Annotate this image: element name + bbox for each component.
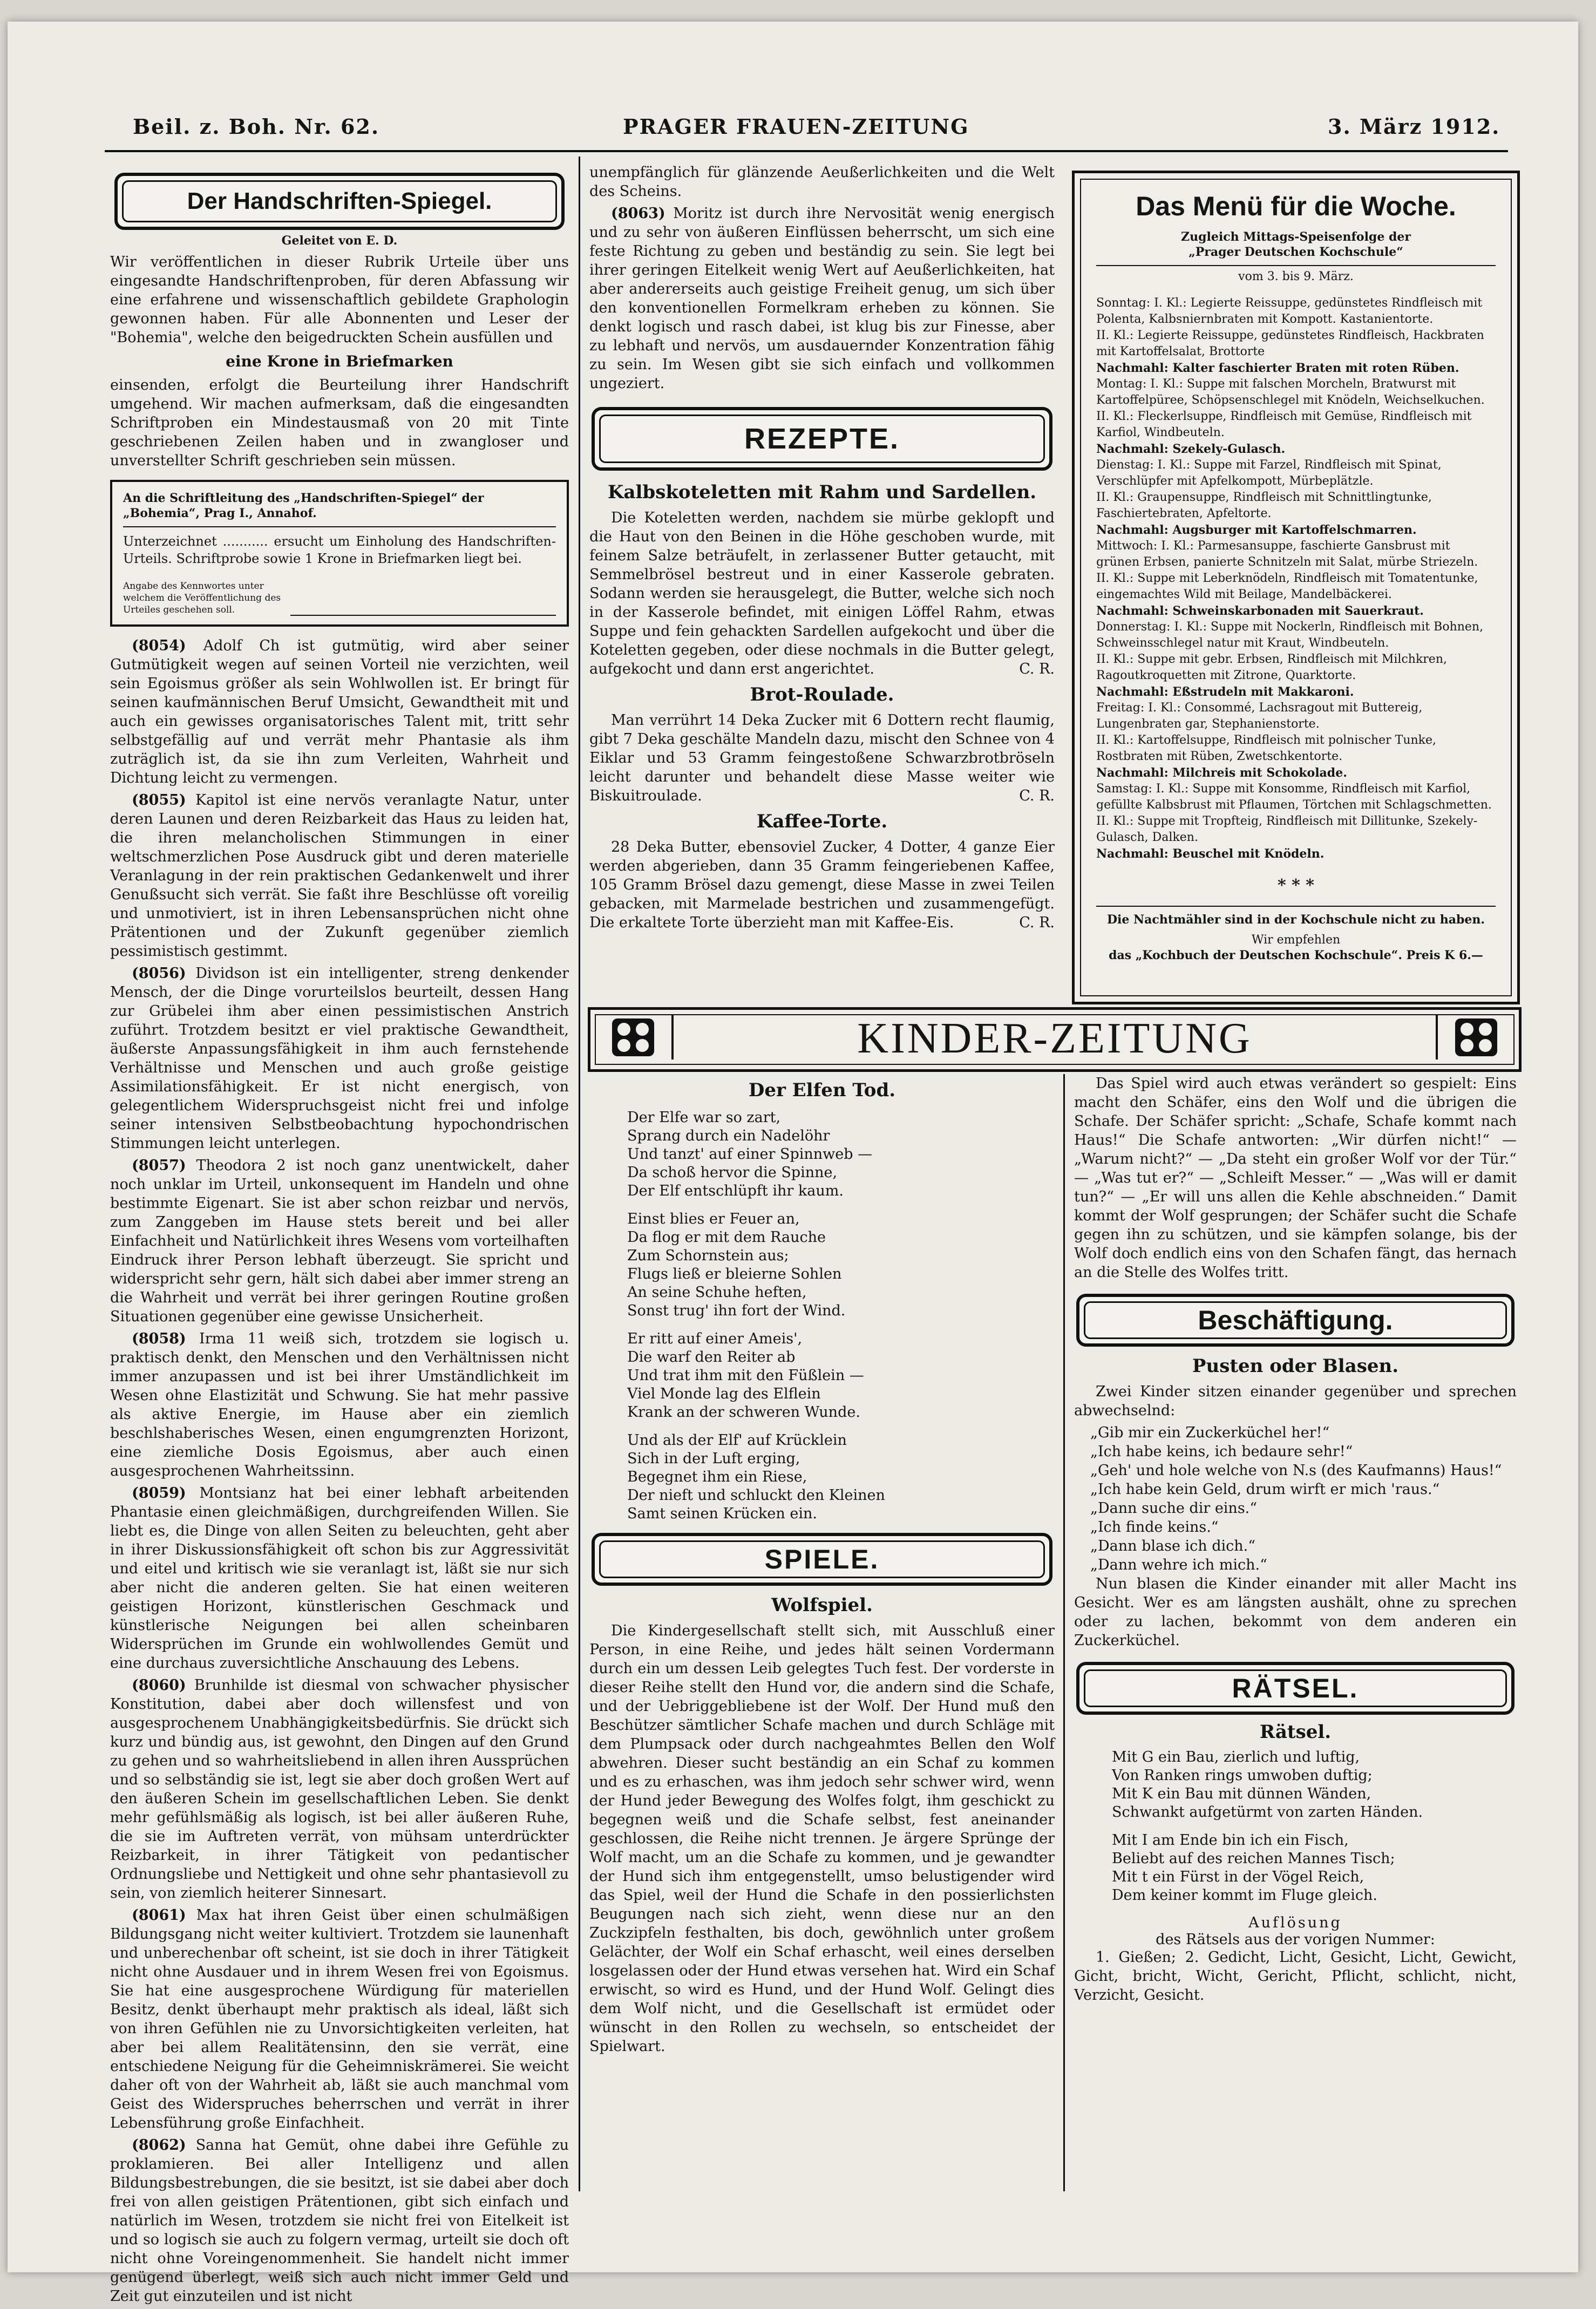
menu-line: Freitag: I. Kl.: Consommé, Lachsragout mit Buttereig, Lungenbraten gar, Stephanienstorte.: [1096, 701, 1423, 731]
menu-line: Nachmahl: Kalter faschierter Braten mit roten Rüben.: [1096, 361, 1459, 375]
poem-stanza: Der Elfe war so zart, Sprang durch ein Nadelöhr Und tanzt' auf einer Spinnweb — Da schoß hervor die Spinne, Der Elf entschlüpft ihr kaum.: [627, 1109, 873, 1199]
recipe-1-title: Kalbskoteletten mit Rahm und Sardellen.: [607, 481, 1037, 503]
recipe-1-signature: C. R.: [1019, 661, 1055, 677]
coupon-field-label: Angabe des Kennwortes unter welchem die Veröffentlichung des Urteiles geschehen soll.: [123, 581, 281, 615]
aufl-title: Auflösung: [1248, 1914, 1342, 1931]
menu-footer-3: das „Kochbuch der Deutschen Kochschule“. Preis K 6.—: [1109, 948, 1483, 962]
menu-line: Samstag: I. Kl.: Suppe mit Konsomme, Rindfleisch mit Karfiol, gefüllte Kalbsbrust mit Pflaumen, Törtchen mit Schlagschmetten.: [1096, 782, 1492, 812]
raetsel-verse-2: Mit I am Ende bin ich ein Fisch, Beliebt auf des reichen Mannes Tisch; Mit t ein Fürst in der Vögel Reich, Dem keiner kommt im Fluge gleich.: [1112, 1832, 1395, 1904]
spiele-title-box: [592, 1533, 1052, 1586]
menu-line: Montag: I. Kl.: Suppe mit falschen Morcheln, Bratwurst mit Kartoffelpüree, Schöpsenschlegel mit Knödeln, Weichselkuchen.: [1096, 377, 1485, 407]
aufl-text: 1. Gießen; 2. Gedicht, Licht, Gesicht, Licht, Gewicht, Gicht, bricht, Wicht, Gericht, Pflicht, schlicht, nicht, Verzicht, Gesicht.: [1074, 1949, 1517, 2004]
coupon[interactable]: [110, 480, 569, 627]
spiegel-entry: (8058) Irma 11 weiß sich, trotzdem sie logisch u. praktisch denkt, den Menschen und den Verhältnissen nicht immer anzupassen und ist bei ihrer Umständlichkeit im Wesen ohne Elastizität und Schwung. Sie hat mehr passive als aktive Energie, im Hause aber ein ziemlich beschlshaberisches Wesen, einen engumgrenzten Horizont, eine ziemliche Dosis Egoismus, aber auch einen ausgesprochenen Wahrheitssinn.: [110, 1330, 569, 1479]
spiegel-entry: (8057) Theodora 2 ist noch ganz unentwickelt, daher noch unklar im Urteil, unkonsequent im Handeln und ohne bestimmte Eigenart. Sie ist aber schon reizbar und nervös, zum Zanggeben im Hause stets bereit und bei aller Einfachheit und Natürlichkeit ihres Wesens vom vorteilhaften Eindruck ihrer Person lebhaft überzeugt. Sie spricht und widerspricht sehr gern, hält sich dabei aber immer streng an die Wahrheit und verrät bei ihrer geringen Routine großen Situationen gegenüber eine gewisse Unsicherheit.: [110, 1157, 569, 1325]
middle-continuation: unempfänglich für glänzende Aeußerlichkeiten und die Welt des Scheins.: [589, 164, 1055, 200]
header-issue: Beil. z. Boh. Nr. 62.: [133, 114, 380, 139]
pusten-line: „Ich habe keins, ich bedaure sehr!“: [1090, 1443, 1353, 1460]
recipe-2-signature: C. R.: [1019, 787, 1055, 804]
menu-title: Das Menü für die Woche.: [1136, 191, 1456, 221]
pusten-line: „Dann wehre ich mich.“: [1090, 1557, 1267, 1573]
recipe-2-title: Brot-Roulade.: [750, 684, 894, 705]
spiegel-entry: (8056) Dividson ist ein intelligenter, streng denkender Mensch, der die Dinge vorurteilslos beurteilt, dessen Hang zur Grübelei ihm aber einen pessimistischen Anstrich zuführt. Trotzdem besitzt er viel praktische Gewandtheit, äußerste Anpassungsfähigkeit in ihm auch fernstehende Verhältnisse und Menschen und auch große geistige Assimilationsfähigkeit. Er ist nicht energisch, von gelegentlichem Widerspruchsgeist nicht frei und infolge seiner intensiven Selbstbeobachtung hypochondrischen Stimmungen leicht unterlegen.: [110, 965, 569, 1152]
menu-line: II. Kl.: Fleckerlsuppe, Rindfleisch mit Gemüse, Rindfleisch mit Karfiol, Windbeuteln.: [1096, 410, 1472, 439]
menu-footer-2: Wir empfehlen: [1251, 933, 1341, 947]
spiegel-krone: eine Krone in Briefmarken: [226, 352, 453, 370]
spiele-inner-frame: [599, 1540, 1045, 1578]
aufl-subtitle: des Rätsels aus der vorigen Nummer:: [1156, 1931, 1435, 1948]
menu-line: Nachmahl: Milchreis mit Schokolade.: [1096, 766, 1347, 780]
spiegel-entry: (8055) Kapitol ist eine nervös veranlagte Natur, unter deren Launen und deren Reizbarkeit das Haus zu leiden hat, die ihren melancholischen Stimmungen in einer weltschmerzlichen Pose Ausdruck gibt und deren materielle Veranlagung in der rein praktischen Gedankenwelt und ihrer Genußsucht sich verrät. Sie faßt ihre Beschlüsse oft voreilig und unmotiviert, ist in ihren Lebensansprüchen nicht ohne Prätentionen und der Zukunft gegenüber ziemlich pessimistisch gestimmt.: [110, 792, 569, 960]
rezepte-inner-frame: [599, 415, 1045, 463]
wolf-text: Die Kindergesellschaft stellt sich, mit Ausschluß einer Person, in eine Reihe, und jedes hält seinen Vordermann durch ein um dessen Leib gelegtes Tuch fest. Der vorderste in dieser Reihe stellt den Hund vor, die andern sind die Schafe, und der Uebriggebliebene ist der Wolf. Der Hund muß den Beschützer sämtlicher Schafe machen und durch Schläge mit dem Plumpsack oder durch nachgeahmtes Bellen den Wolf abwehren. Dieser sucht beständig an ein Schaf zu kommen und es zu erhaschen, was ihm jedoch sehr schwer wird, wenn der Hund jeder Bewegung des Wolfes folgt, ihm geschickt zu begegnen weiß und die Schafe selbst, fest aneinander geschlossen, die Reihe nicht trennen. Je ärgere Sprünge der Wolf macht, um an die Schafe zu kommen, und je gewandter der Hund sich ihm entgegenstellt, umso belustigender wird das Spiel, weil der Hund die Schafe in den possierlichsten Beugungen nach sich zieht, wenn diese nur an den Zuckzipfeln festhalten, bis doch, gewöhnlich unter großem Gelächter, der Wolf ein Schaf erhascht, weil eines derselben losgelassen oder der Hund etwas versehen hat. Wird ein Schaf erwischt, so wird es Hund, und der Hund Wolf. Gelingt dies dem Wolf nicht, und die Gesellschaft ist ermüdet oder wünscht in den Rollen zu wechseln, so entscheidet der Spielwart.: [589, 1622, 1055, 2055]
kinder-middle-column: [589, 1074, 1055, 2059]
menu-line: Nachmahl: Schweinskarbonaden mit Sauerkraut.: [1096, 604, 1424, 618]
menu-footer-1: Die Nachtmähler sind in der Kochschule nicht zu haben.: [1096, 906, 1496, 927]
spiele-title: SPIELE.: [764, 1544, 880, 1574]
spiegel-title-box: [114, 173, 565, 230]
spiegel-inner-frame: [122, 180, 557, 222]
menu-line: II. Kl.: Suppe mit Leberknödeln, Rindfleisch mit Tomatentunke, eingemachtes Wild mit Beilage, Mandelbäckerei.: [1096, 572, 1478, 601]
menu-box: [1072, 171, 1520, 1004]
menu-line: Nachmahl: Eßstrudeln mit Makkaroni.: [1096, 685, 1354, 699]
poem-stanza: Einst blies er Feuer an, Da flog er mit dem Rauche Zum Schornstein aus; Flugs ließ er bleierne Sohlen An seine Schuhe heften, Sonst trug' ihn fort der Wind.: [627, 1211, 846, 1319]
besch-inner-frame: [1084, 1301, 1507, 1339]
rezepte-title-box: [592, 407, 1052, 471]
menu-line: II. Kl.: Suppe mit gebr. Erbsen, Rindfleisch mit Milchkren, Ragoutkroquetten mit Zitrone, Quarktorte.: [1096, 653, 1447, 682]
spiegel-intro: Wir veröffentlichen in dieser Rubrik Urteile über uns eingesandte Handschriftenproben, für deren Abfassung wir eine erfahrene und wissenschaftlich gebildete Graphologin gewonnen haben. Für alle Abonnenten und Leser der "Bohemia", welche den beigedruckten Schein ausfüllen und: [110, 254, 569, 346]
menu-line: Nachmahl: Augsburger mit Kartoffelschmarren.: [1096, 523, 1417, 537]
banner-divider-left: [671, 1014, 674, 1060]
spiegel-entry: (8059) Montsianz hat bei einer lebhaft arbeitenden Phantasie einen gleichmäßigen, durchgreifenden Willen. Sie liebt es, die Dinge von allen Seiten zu beleuchten, geht aber in ihrer Diskussionsfähigkeit oft schon bis zur Aggressivität und eitel und kritisch wie sie veranlagt ist, läßt sie nur sich aber nicht die anderen gelten. Sie hat einen weiteren geistigen Horizont, künstlerischen Geschmack und künstlerische Neigungen bei allen scheinbaren Widersprüchen im Grunde ein wohlwollendes Gemüt und eine durchaus zuversichtliche Anschauung des Lebens.: [110, 1485, 569, 1672]
menu-line: II. Kl.: Kartoffelsuppe, Rindfleisch mit polnischer Tunke, Rostbraten mit Rüben, Zwetschkentorte.: [1096, 734, 1437, 763]
menu-line: II. Kl.: Suppe mit Tropfteig, Rindfleisch mit Dillitunke, Szekely-Gulasch, Dalken.: [1096, 814, 1478, 844]
rezepte-title: REZEPTE.: [744, 423, 900, 455]
menu-subtitle-1: Zugleich Mittags-Speisenfolge der: [1181, 230, 1411, 244]
ornament-left-icon: [612, 1018, 654, 1056]
pusten-title: Pusten oder Blasen.: [1192, 1355, 1399, 1377]
middle-column: [589, 163, 1055, 935]
pusten-line: „Gib mir ein Zuckerküchel her!“: [1090, 1424, 1330, 1441]
pusten-dialog: [1090, 1423, 1517, 1574]
kinder-banner-title: KINDER-ZEITUNG: [857, 1015, 1252, 1062]
spiegel-entry: (8060) Brunhilde ist diesmal von schwacher physischer Konstitution, dabei aber doch willensfest und von ausgesprochenem Unabhängigkeitsbedürfnis. Sie drückt sich kurz und bündig aus, ist gewohnt, den Dingen auf den Grund zu gehen und so wahrheitsliebend in allen ihren Aussprüchen und so selbständig sie ist, legt sie aber doch großen Wert auf den äußeren Schein im gesellschaftlichen Leben. Sie denkt mehr gefühlsmäßig als logisch, ist bei aller äußeren Ruhe, die sie im Auftreten verrät, von mühsam unterdrückter Reizbarkeit, in ihrer Tätigkeit von pedantischer Ordnungsliebe und Nettigkeit und ohne sehr phantasievoll zu sein, von ziemlich heiterer Sinnesart.: [110, 1677, 569, 1901]
coupon-head: An die Schriftleitung des „Handschriften-Spiegel“ der „Bohemia“, Prag I., Annahof.: [123, 491, 556, 527]
column-rule-right: [1063, 1074, 1065, 2191]
kinder-right-column: [1074, 1074, 1517, 2008]
raetsel-subtitle: Rätsel.: [1259, 1721, 1332, 1743]
besch-title: Beschäftigung.: [1198, 1305, 1393, 1335]
menu-dates: vom 3. bis 9. März.: [1096, 265, 1496, 284]
wolf-variant-text: Das Spiel wird auch etwas verändert so gespielt: Eins macht den Schäfer, eins den Wolf und die übrigen die Schafe. Der Schäfer spricht: „Schafe, Schafe kommt nach Haus!“ Die Schafe antworten: „Wir dürfen nicht!“ — „Warum nicht?“ — „Da steht ein großer Wolf vor der Tür.“ — „Was tut er?“ — „Schleift Messer.“ — „Was will er damit tun?“ — „Er will uns allen die Kehle abschneiden.“ Damit kommt der Wolf gesprungen; der Schäfer sucht die Schafe gegen ihn zu schützen, und sie kämpfen solange, bis der Wolf doch endlich eins von den Schafen fängt, das hernach an die Stelle des Wolfes tritt.: [1074, 1075, 1517, 1281]
menu-stars: * * *: [1278, 876, 1314, 895]
spiegel-entry: (8054) Adolf Ch ist gutmütig, wird aber seiner Gutmütigkeit wegen auf seinen Vorteil nie verzichten, weil sein Egoismus größer als sein Wohlwollen ist. Er bringt für seinen kaufmännischen Beruf Umsicht, Gewandtheit mit und auch ein gewisses organisatorisches Talent mit, tritt sehr selbstgefällig auf und verrät mehr Phantasie als ihm zuträglich ist, da sie ihn zum Verleiten, Wahrheit und Dichtung leicht zu vermengen.: [110, 637, 569, 786]
menu-line: II. Kl.: Graupensuppe, Rindfleisch mit Schnittlingtunke, Faschiertebraten, Apfeltorte.: [1096, 491, 1432, 520]
column-rule-left: [579, 157, 580, 2191]
poem-title: Der Elfen Tod.: [748, 1079, 896, 1101]
entry-8063: (8063) Moritz ist durch ihre Nervosität wenig energisch und zu sehr von äußeren Einflüssen beherrscht, um sich eine feste Richtung zu geben und beständig zu sein. Sie legt bei ihrer geringen Eitelkeit wenig Wert auf Aeußerlichkeiten, hat aber andererseits auch geistige Freiheit genug, um sich über den konventionellen Formelkram erheben zu können. Sie denkt logisch und rasch dabei, ist klug bis zur Finesse, aber zu lebhaft und nervös, um ausdauernder Konzentration fähig zu sein. Im Wesen gibt sie sich einfach und vollkommen ungeziert.: [589, 205, 1055, 392]
pusten-intro: Zwei Kinder sitzen einander gegenüber und sprechen abwechselnd:: [1074, 1383, 1517, 1419]
menu-subtitle-2: „Prager Deutschen Kochschule“: [1188, 245, 1403, 259]
menu-line: Nachmahl: Szekely-Gulasch.: [1096, 442, 1286, 456]
ornament-right-icon: [1455, 1018, 1497, 1056]
header-rule: [105, 150, 1508, 152]
pusten-end: Nun blasen die Kinder einander mit aller Macht ins Gesicht. Wer es am längsten aushält, ohne zu sprechen oder zu lachen, bekommt von dem anderen ein Zuckerküchel.: [1074, 1575, 1517, 1649]
spiegel-byline: Geleitet von E. D.: [281, 234, 398, 248]
menu-line: Nachmahl: Beuschel mit Knödeln.: [1096, 847, 1325, 861]
newspaper-page: [8, 22, 1578, 2305]
recipe-1-text: Die Koteletten werden, nachdem sie mürbe geklopft und die Haut von den Beinen in die Höhe geschoben wurde, mit feinem Salze beträufelt, in zerlassener Butter getaucht, mit Semmelbrösel bestreut und in einer Kasserole gebraten. Sodann werden sie herausgelegt, die Butter, welche sich noch in der Kasserole befindet, mit einigen Löffel Rahm, etwas Suppe und fein gehackten Sardellen aufgekocht und über die Koteletten gegeben, oder diese nochmals in die Butter gelegt, aufgekocht und dann erst angerichtet. C. R.: [589, 510, 1055, 677]
left-column: [110, 163, 569, 2309]
spiegel-entries: [110, 636, 569, 2306]
pusten-line: „Ich habe kein Geld, drum wirft er mich 'raus.“: [1090, 1481, 1440, 1498]
recipe-2-text: Man verrührt 14 Deka Zucker mit 6 Dottern recht flaumig, gibt 7 Deka geschälte Mandeln dazu, mischt den Schnee von 4 Eiklar und 53 Gramm feingestoßene Schwarzbrotbröseln leicht darunter und behandelt diese Masse weiter wie Biskuitroulade. C. R.: [589, 712, 1055, 804]
recipe-3-title: Kaffee-Torte.: [756, 811, 888, 832]
raetsel-title-box: [1076, 1662, 1514, 1715]
poem-stanza: Er ritt auf einer Ameis', Die warf den Reiter ab Und trat ihm mit den Füßlein — Viel Monde lag des Elflein Krank an der schweren Wunde.: [627, 1330, 864, 1421]
header-title: PRAGER FRAUEN-ZEITUNG: [623, 114, 969, 139]
spiegel-title: Der Handschriften-Spiegel.: [187, 188, 492, 214]
menu-line: Sonntag: I. Kl.: Legierte Reissuppe, gedünstetes Rindfleisch mit Polenta, Kalbsniernbraten mit Kompott. Kastanientorte.: [1096, 296, 1483, 326]
besch-title-box: [1076, 1294, 1514, 1347]
coupon-field-line[interactable]: [290, 572, 556, 616]
menu-line: Donnerstag: I. Kl.: Suppe mit Nockerln, Rindfleisch mit Bohnen, Schweinsschlegel natur mit Kraut, Windbeuteln.: [1096, 620, 1484, 650]
wolf-title: Wolfspiel.: [771, 1594, 873, 1616]
recipe-3-text: 28 Deka Butter, ebensoviel Zucker, 4 Dotter, 4 ganze Eier werden abgerieben, dann 35 Gramm feingeriebenen Kaffee, 105 Gramm Brösel dazu gemengt, diese Masse in zwei Teilen gebacken, mit Marmelade bestrichen und zusammengefügt. Die erkaltete Torte überzieht man mit Kaffee-Eis. C. R.: [589, 839, 1055, 931]
poem-stanza: Und als der Elf' auf Krücklein Sich in der Luft erging, Begegnet ihm ein Riese, Der nieft und schluckt den Kleinen Samt seinen Krücken ein.: [627, 1432, 885, 1522]
spiegel-entry: (8061) Max hat ihren Geist über einen schulmäßigen Bildungsgang nicht weiter kultiviert. Trotzdem sie launenhaft und unberechenbar oft scheint, ist sie doch in ihrer Tätigkeit nicht ohne Ausdauer und in ihrem Wesen frei von Egoismus. Sie hat eine ausgesprochene Würdigung für materiellen Besitz, denkt überhaupt mehr praktisch als ideal, läßt sich von ihren Gefühlen nie zu Unvorsichtigkeiten verleiten, hat aber bei allem Realitätensinn, den sie verrät, eine entschiedene Neigung für die Geheimniskrämerei. Sie weicht daher oft von der Wahrheit ab, läßt sie auch manchmal vom Geist des Widerspruches beherrschen und verrät in ihrer Lebensführung große Einfachheit.: [110, 1907, 569, 2131]
menu-line: II. Kl.: Legierte Reissuppe, gedünstetes Rindfleisch, Hackbraten mit Kartoffelsalat, Brottorte: [1096, 329, 1484, 358]
pusten-line: „Dann suche dir eins.“: [1090, 1500, 1258, 1517]
spiegel-entry: (8062) Sanna hat Gemüt, ohne dabei ihre Gefühle zu proklamieren. Bei aller Intelligenz und allen Bildungsbestrebungen, die sie besitzt, ist sie dabei aber doch frei von allen geistigen Prätentionen, gibt sich einfach und natürlich im Wesen, trotzdem sie nicht frei von Eitelkeit ist und so logisch sie auch zu folgern vermag, urteilt sie doch oft nicht ohne Voreingenommenheit. Sie handelt nicht immer genügend überlegt, weiß sich auch nicht immer Geld und Zeit gut einzuteilen und ist nicht: [110, 2137, 569, 2305]
header-date: 3. März 1912.: [1328, 114, 1500, 139]
menu-lines: [1096, 295, 1496, 862]
banner-divider-right: [1436, 1014, 1438, 1060]
menu-line: Mittwoch: I. Kl.: Parmesansuppe, faschierte Gansbrust mit grünen Erbsen, panierte Schnitzeln mit Salat, mürbe Striezeln.: [1096, 539, 1478, 569]
recipe-3-signature: C. R.: [1019, 914, 1055, 931]
kinder-banner: [588, 1007, 1522, 1072]
raetsel-inner-frame: [1084, 1669, 1507, 1707]
raetsel-verse-1: Mit G ein Bau, zierlich und luftig, Von Ranken rings umwoben duftig; Mit K ein Bau mit dünnen Wänden, Schwankt aufgetürmt von zarten Händen.: [1112, 1749, 1423, 1821]
coupon-body: Unterzeichnet ........... ersucht um Einholung des Handschriften-Urteils. Schriftprobe sowie 1 Krone in Briefmarken liegt bei.: [123, 534, 556, 566]
spiegel-intro-2: einsenden, erfolgt die Beurteilung ihrer Handschrift umgehend. Wir machen aufmerksam, daß die eingesandten Schriftproben ein Mindestausmaß von 20 mit Tinte geschriebenen Zeilen haben und in zwangloser und unverstellter Schrift geschrieben sein müssen.: [110, 377, 569, 469]
raetsel-title: RÄTSEL.: [1232, 1673, 1359, 1703]
pusten-line: „Ich finde keins.“: [1090, 1519, 1219, 1536]
menu-line: Dienstag: I. Kl.: Suppe mit Farzel, Rindfleisch mit Spinat, Verschlüpfer mit Apfelkompott, Mürbeplätzle.: [1096, 458, 1442, 488]
pusten-line: „Geh' und hole welche von N.s (des Kaufmanns) Haus!“: [1090, 1462, 1502, 1479]
pusten-line: „Dann blase ich dich.“: [1090, 1538, 1256, 1554]
